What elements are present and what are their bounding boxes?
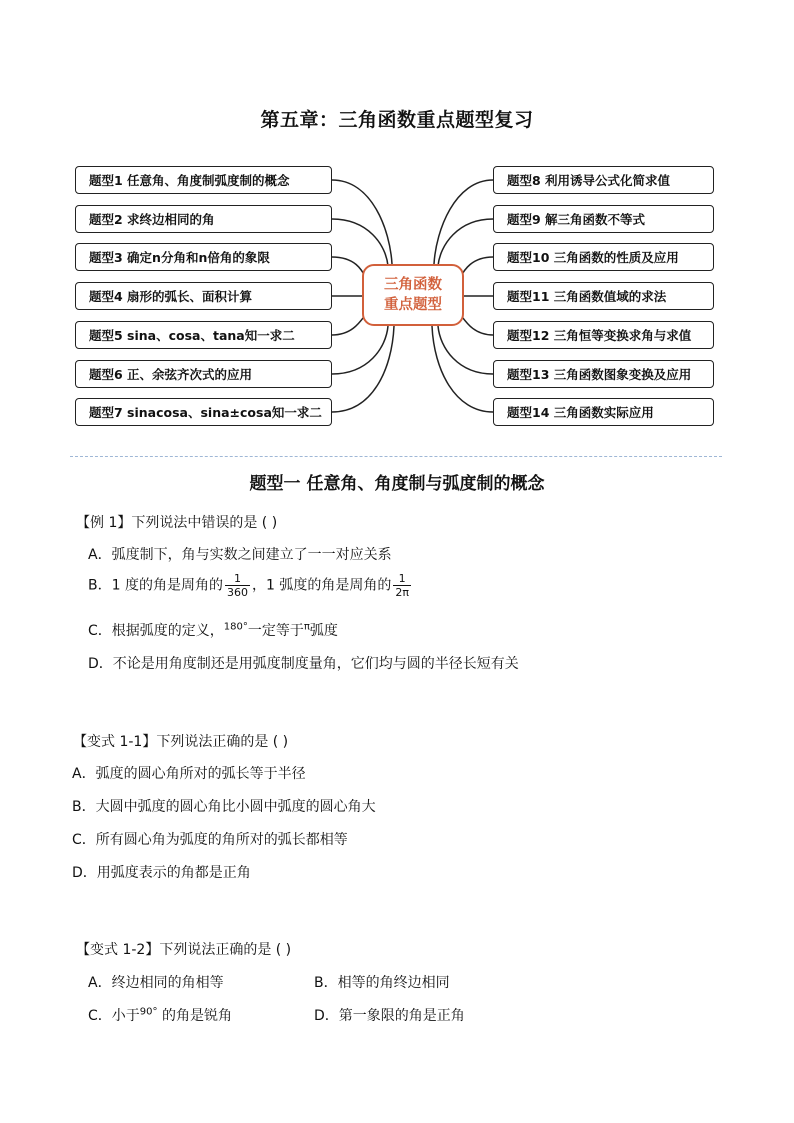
topic-box-5: 题型5 sina、cosa、tana知一求二: [75, 321, 332, 349]
mindmap-center-node: [362, 264, 464, 326]
connector-right-6: [438, 326, 493, 374]
variant1-2-option-c: C．小于$^{90^\circ}$ 的角是锐角: [88, 1006, 232, 1024]
connector-left-6: [332, 326, 388, 374]
degree-180: 180°: [223, 621, 248, 633]
topic-box-9: 题型9 解三角函数不等式: [493, 205, 714, 233]
section-divider: [70, 456, 722, 457]
topic-box-7: 题型7 sinacosa、sina±cosa知一求二: [75, 398, 332, 426]
fraction-1-2pi: $\frac{1}{2\pi}$: [395, 572, 409, 599]
topic-box-1: 题型1 任意角、角度制弧度制的概念: [75, 166, 332, 194]
variant1-1-stem: 【变式 1-1】下列说法正确的是 ( ): [73, 734, 289, 750]
example1-option-a: A．弧度制下，角与实数之间建立了一一对应关系: [88, 547, 392, 563]
example1-option-b: [88, 572, 413, 599]
connector-right-3: [460, 257, 493, 278]
variant1-1-option-a: A．弧度的圆心角所对的弧长等于半径: [72, 766, 306, 782]
topic-box-8: 题型8 利用诱导公式化简求值: [493, 166, 714, 194]
variant1-2-option-a: A．终边相同的角相等: [88, 975, 224, 991]
variant1-2-option-d: D．第一象限的角是正角: [314, 1008, 465, 1024]
topic-box-11: 题型11 三角函数值域的求法: [493, 282, 714, 310]
center-line-2: 重点题型: [384, 297, 442, 313]
example1-option-d: D．不论是用角度制还是用弧度制度量角，它们均与圆的半径长短有关: [88, 656, 519, 672]
document-title: 第五章：三角函数重点题型复习: [260, 109, 534, 131]
topic-box-13: 题型13 三角函数图象变换及应用: [493, 360, 714, 388]
center-line-1: 三角函数: [384, 277, 442, 293]
variant1-2-option-b: B．相等的角终边相同: [314, 975, 450, 991]
connector-right-1: [434, 180, 493, 264]
topic-box-2: 题型2 求终边相同的角: [75, 205, 332, 233]
connector-left-5: [332, 314, 366, 335]
section-title: 题型一 任意角、角度制与弧度制的概念: [249, 474, 545, 494]
topic-box-14: 题型14 三角函数实际应用: [493, 398, 714, 426]
connector-left-2: [332, 219, 388, 266]
example1-option-c: C．根据弧度的定义，$^{180^\circ}$一定等于$^\pi$弧度: [88, 621, 338, 639]
connector-right-5: [460, 314, 493, 335]
variant1-1-option-d: D．用弧度表示的角都是正角: [72, 865, 251, 881]
fraction-1-360: $\frac{1}{360}$: [226, 572, 248, 599]
topic-box-12: 题型12 三角恒等变换求角与求值: [493, 321, 714, 349]
connector-right-2: [438, 219, 493, 266]
variant1-1-option-c: C．所有圆心角为弧度的角所对的弧长都相等: [72, 832, 348, 848]
option-b-text-2: ，1 弧度的角是周角的: [251, 577, 392, 594]
connector-left-1: [332, 180, 392, 264]
topic-box-4: 题型4 扇形的弧长、面积计算: [75, 282, 332, 310]
topic-box-3: 题型3 确定n分角和n倍角的象限: [75, 243, 332, 271]
pi-symbol: π: [303, 621, 310, 633]
connector-left-3: [332, 257, 366, 278]
example1-stem: 【例 1】下列说法中错误的是 ( ): [76, 515, 278, 531]
variant1-1-option-b: B．大圆中弧度的圆心角比小圆中弧度的圆心角大: [72, 799, 376, 815]
degree-90: 90°: [139, 1006, 158, 1018]
topic-box-6: 题型6 正、余弦齐次式的应用: [75, 360, 332, 388]
topic-box-10: 题型10 三角函数的性质及应用: [493, 243, 714, 271]
option-b-text-1: B．1 度的角是周角的: [88, 577, 223, 594]
variant1-2-stem: 【变式 1-2】下列说法正确的是 ( ): [76, 942, 292, 958]
